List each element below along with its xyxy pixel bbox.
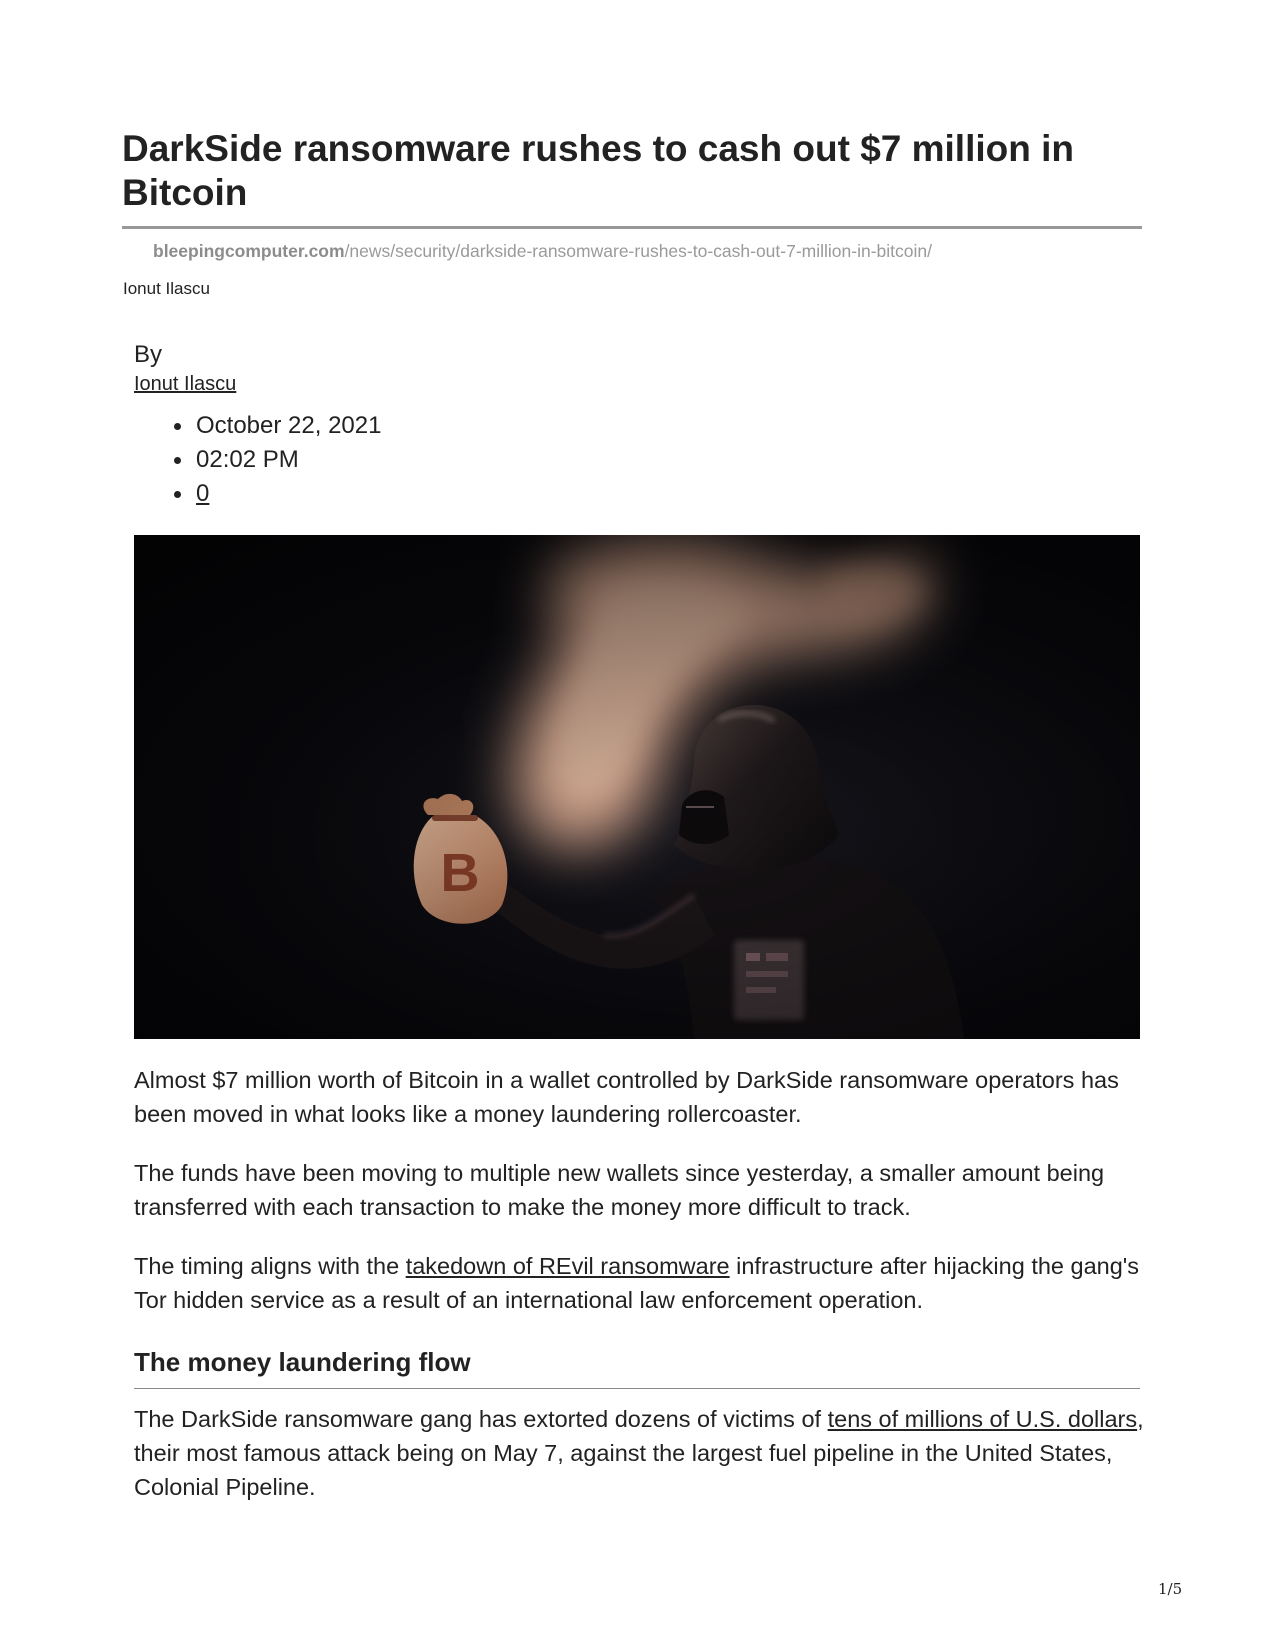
author-name-top: Ionut Ilascu (123, 279, 210, 298)
article-meta-list (134, 409, 381, 511)
bitcoin-money-bag-figure-image (134, 535, 1140, 1039)
title-divider (122, 226, 1142, 229)
byline-label: By (134, 341, 163, 368)
article-paragraph-2: The funds have been moving to multiple new wallets since yesterday, a smaller amount being transferred with each transaction to make the money more difficult to track. (134, 1160, 1105, 1220)
article-date: October 22, 2021 (196, 412, 382, 439)
comments-count-link[interactable]: 0 (196, 480, 210, 507)
paragraph-3-text-start: The timing aligns with the (134, 1253, 406, 1279)
bullet-icon (174, 491, 181, 498)
section-heading: The money laundering flow (134, 1347, 471, 1377)
article-title: DarkSide ransomware rushes to cash out $7 million in Bitcoin (122, 128, 1075, 213)
article-paragraph-3 (134, 1249, 1144, 1317)
section-divider (134, 1388, 1140, 1389)
meta-date-item (134, 409, 381, 443)
source-url[interactable] (153, 240, 932, 262)
paragraph-4-text-end: , their most famous attack being on May 7, against the largest fuel pipeline in the United States, Colonial Pipeline. (134, 1406, 1144, 1500)
meta-comments-item (134, 477, 381, 511)
bullet-icon (174, 423, 181, 430)
meta-time-item (134, 443, 381, 477)
extortion-amount-link[interactable]: tens of millions of U.S. dollars (827, 1406, 1138, 1432)
author-link[interactable]: Ionut Ilascu (134, 373, 237, 395)
hero-image (134, 535, 1140, 1039)
source-domain: bleepingcomputer.com (153, 241, 345, 261)
source-path: /news/security/darkside-ransomware-rushes-to-cash-out-7-million-in-bitcoin/ (344, 241, 932, 261)
paragraph-4-text-start: The DarkSide ransomware gang has extorted dozens of victims of (134, 1406, 828, 1432)
bullet-icon (174, 457, 181, 464)
article-time: 02:02 PM (196, 446, 299, 473)
paragraph-3-text-end: infrastructure after hijacking the gang's Tor hidden service as a result of an international law enforcement operation. (134, 1253, 1140, 1313)
revil-takedown-link[interactable]: takedown of REvil ransomware (405, 1253, 730, 1279)
article-paragraph-1: Almost $7 million worth of Bitcoin in a wallet controlled by DarkSide ransomware operators has been moved in what looks like a money laundering rollercoaster. (134, 1067, 1119, 1127)
article-paragraph-4 (134, 1402, 1144, 1504)
page-number: 1/5 (1158, 1580, 1183, 1598)
